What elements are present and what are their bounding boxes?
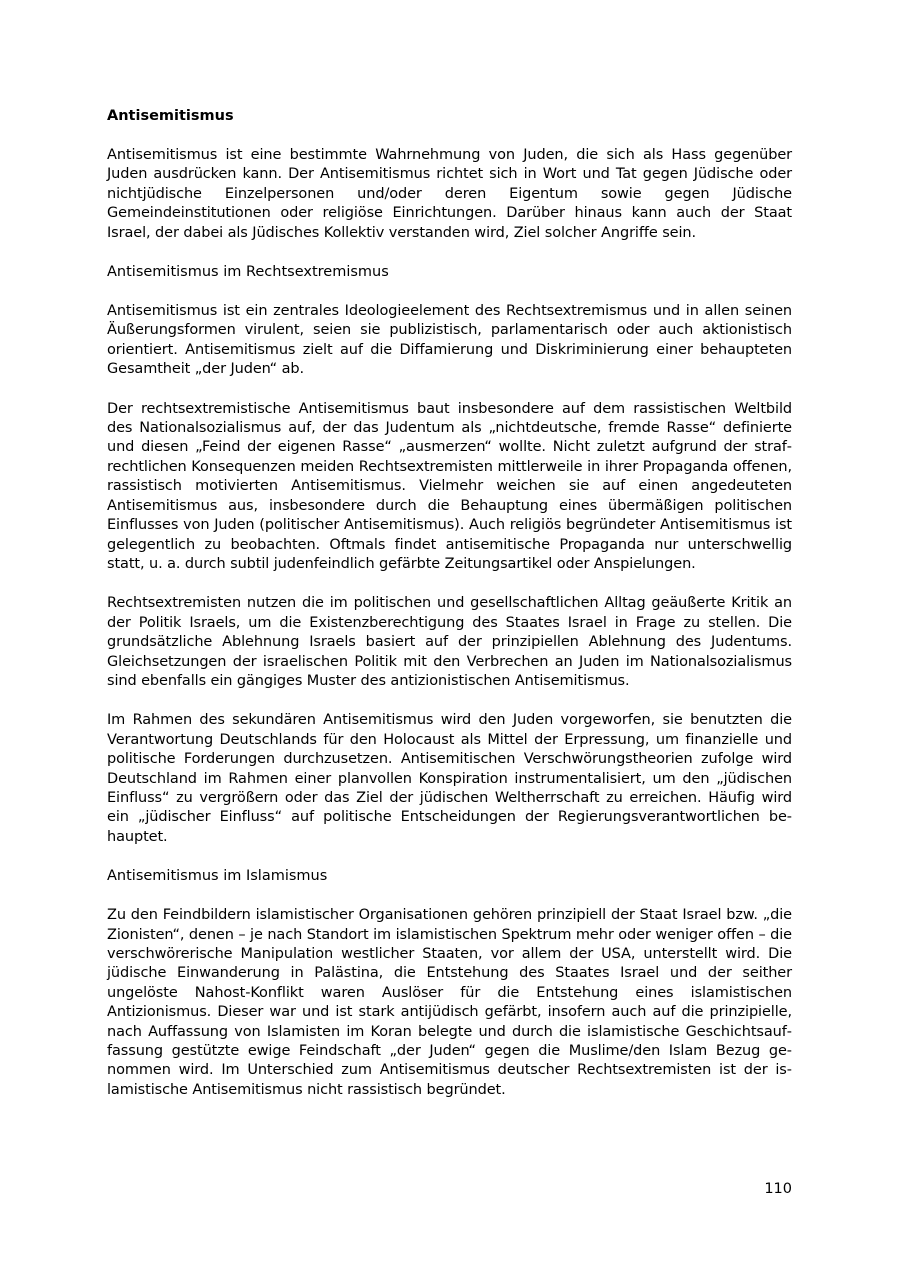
paragraph-rechtsextremismus-2: Der rechtsextremistische Antisemitismus baut insbesondere auf dem rassistischen Weltbild des Nationalsozialismus auf, der das Judentum als „nichtdeutsche, fremde Rasse“ definierte und diesen „Feind der eigenen Rasse“ „ausmerzen“ wollte. Nicht zuletzt aufgrund der strafrechtlichen Konsequenzen meiden Rechtsextremisten mittlerweile in ihrer Propaganda offenen, rassistisch motivierten Antisemitismus. Vielmehr weichen sie auf einen angedeuteten Antisemitismus aus, insbesondere durch die Behauptung eines übermäßigen politischen Einflusses von Juden (politischer Antisemitismus). Auch religiös begründeter Antisemitismus ist gelegentlich zu beobachten. Oftmals findet antisemitische Propaganda nur unterschwellig statt, u. a. durch subtil judenfeindlich gefärbte Zeitungsartikel oder Anspielungen. — [107, 400, 792, 572]
document-title: Antisemitismus — [107, 108, 234, 124]
paragraph-rechtsextremismus-1: Antisemitismus ist ein zentrales Ideologieelement des Rechtsextremismus und in allen seinen Äußerungsformen virulent, seien sie publizistisch, parlamentarisch oder auch aktionistisch orientiert. Antisemitismus zielt auf die Diffamierung und Diskriminierung einer behaupteten Gesamtheit „der Juden“ ab. — [107, 303, 792, 378]
section-heading-islamismus: Antisemitismus im Islamismus — [107, 868, 328, 885]
page-number: 110 — [764, 1181, 792, 1197]
document-page — [107, 107, 792, 1120]
intro-paragraph: Antisemitismus ist eine bestimmte Wahrnehmung von Juden, die sich als Hass gegenüber Juden ausdrücken kann. Der Antisemitismus richtet sich in Wort und Tat gegen Jüdische oder nichtjüdische Einzelpersonen und/oder deren Eigentum sowie gegen Jüdische Gemeindeinstitutionen oder religiöse Einrichtungen. Darüber hinaus kann auch der Staat Israel, der dabei als Jüdisches Kollektiv verstanden wird, Ziel solcher Angriffe sein. — [107, 147, 792, 241]
paragraph-islamismus-1: Zu den Feindbildern islamistischer Organisationen gehören prinzipiell der Staat Israel bzw. „die Zionisten“, denen – je nach Standort im islamistischen Spektrum mehr oder weniger offen – die verschwörerische Manipulation westlicher Staaten, vor allem der USA, unterstellt wird. Die jüdische Einwanderung in Palästina, die Entstehung des Staates Israel und der seither ungelöste Nahost-Konflikt waren Auslöser für die Entstehung eines islamistischen Antizionismus. Dieser war und ist stark antijüdisch gefärbt, insofern auch auf die prinzipielle, nach Auffassung von Islamisten im Koran belegte und durch die islamistische Geschichtsauffassung gestützte ewige Feindschaft „der Juden“ gegen die Muslime/den Islam Bezug genommen wird. Im Unterschied zum Antisemitismus deutscher Rechtsextremisten ist der islamistische Antisemitismus nicht rassistisch begründet. — [107, 907, 792, 1098]
section-heading-rechtsextremismus: Antisemitismus im Rechtsextremismus — [107, 264, 389, 281]
paragraph-rechtsextremismus-4: Im Rahmen des sekundären Antisemitismus wird den Juden vorgeworfen, sie benutzten die Verantwortung Deutschlands für den Holocaust als Mittel der Erpressung, um finanzielle und politische Forderungen durchzusetzen. Antisemitischen Verschwörungstheorien zufolge wird Deutschland im Rahmen einer planvollen Konspiration instrumentalisiert, um den „jüdischen Einfluss“ zu vergrößern oder das Ziel der jüdischen Weltherrschaft zu erreichen. Häufig wird ein „jüdischer Einfluss“ auf politische Entscheidungen der Regierungsverantwortlichen behauptet. — [107, 712, 792, 845]
paragraph-rechtsextremismus-3: Rechtsextremisten nutzen die im politischen und gesellschaftlichen Alltag geäußerte Kritik an der Politik Israels, um die Existenzberechtigung des Staates Israel in Frage zu stellen. Die grundsätzliche Ablehnung Israels basiert auf der prinzipiellen Ablehnung des Judentums. Gleichsetzungen der israelischen Politik mit den Verbrechen an Juden im Nationalsozialismus sind ebenfalls ein gängiges Muster des antizionistischen Antisemitismus. — [107, 595, 792, 689]
